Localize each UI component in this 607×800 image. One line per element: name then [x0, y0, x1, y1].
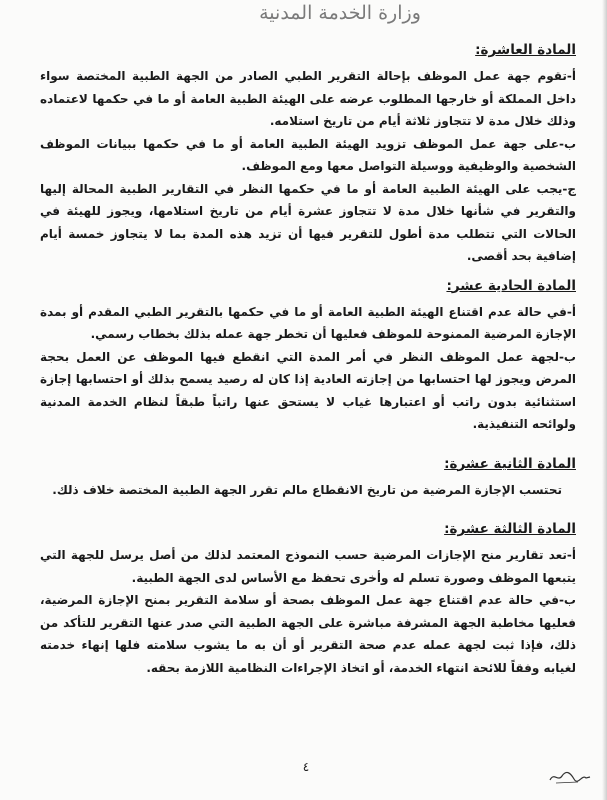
article-12 — [40, 454, 576, 502]
clause: ب-على جهة عمل الموظف تزويد الهيئة الطبية العامة أو ما في حكمها ببيانات الموظف الشخصية والوظيفية ووسيلة التواصل معها ومع الموظف. — [40, 136, 576, 173]
document-body — [40, 40, 576, 679]
handwritten-initials — [548, 768, 592, 786]
clause: تحتسب الإجازة المرضية من تاريخ الانقطاع مالم تقرر الجهة الطبية المختصة خلاف ذلك. — [52, 482, 562, 497]
article-10 — [40, 40, 576, 268]
clause: ب-في حالة عدم اقتناع جهة عمل الموظف بصحة أو سلامة التقرير بمنح الإجازة المرضية، فعليها مخاطبة الجهة المشرفة مباشرة على الجهة الطبية التي صدر عنها التقرير للتأكد من ذلك، فإذا ثبت لجهة عمله عدم صحة التقرير أو أن به ما يشوب سلامته فلها إنهاء خدمته لغيابه وفقاً للائحة انتهاء الخدمة، أو اتخاذ الإجراءات النظامية اللازمة بحقه. — [40, 593, 576, 675]
article-title: المادة الثانية عشرة: — [444, 455, 576, 472]
clause: ب-لجهة عمل الموظف النظر في أمر المدة التي انقطع فيها الموظف عن العمل بحجة المرض ويجوز لها احتسابها من إجازته العادية إذا كان له رصيد يسمح بذلك أو احتسابها إجازة استثنائية بدون راتب أو اعتبارها غياب لا يستحق عنها راتباً طبقاً لنظام الخدمة المدنية ولوائحه التنفيذية. — [40, 349, 576, 431]
clause: أ-تعد تقارير منح الإجازات المرضية حسب النموذج المعتمد لذلك من أصل يرسل للجهة التي يتبعها الموظف وصورة تسلم له وأخرى تحفظ مع الأساس لدى الجهة الطبية. — [40, 548, 576, 585]
ministry-header: وزارة الخدمة المدنية — [259, 2, 421, 24]
clause: أ-تقوم جهة عمل الموظف بإحالة التقرير الطبي الصادر من الجهة الطبية المختصة سواء داخل المملكة أو خارجها المطلوب عرضه على الهيئة الطبية العامة أو ما في حكمها لاعتماده وذلك خلال مدة لا تتجاوز ثلاثة أيام من تاريخ استلامه. — [40, 69, 576, 128]
page-number: ٤ — [302, 760, 310, 774]
article-title: المادة الحادية عشر: — [446, 277, 576, 294]
article-11 — [40, 276, 576, 436]
article-title: المادة العاشرة: — [475, 42, 576, 58]
clause: ج-يجب على الهيئة الطبية العامة أو ما في حكمها النظر في التقارير الطبية المحالة إليها والتقرير في شأنها خلال مدة لا تتجاوز عشرة أيام من تاريخ استلامها، ويجوز للهيئة في الحالات التي تتطلب مدة أطول للتقرير فيها أن تزيد هذه المدة بما لا يتجاوز خمسة أيام إضافية بحد أقصى. — [40, 181, 576, 263]
article-13 — [40, 519, 576, 679]
scan-edge-shadow — [602, 0, 607, 800]
clause: أ-في حالة عدم اقتناع الهيئة الطبية العامة أو ما في حكمها بالتقرير الطبي المقدم أو بمدة الإجازة المرضية الممنوحة للموظف فعليها أن تخطر جهة عمله بذلك بخطاب رسمي. — [40, 304, 576, 341]
article-title: المادة الثالثة عشرة: — [444, 521, 576, 537]
